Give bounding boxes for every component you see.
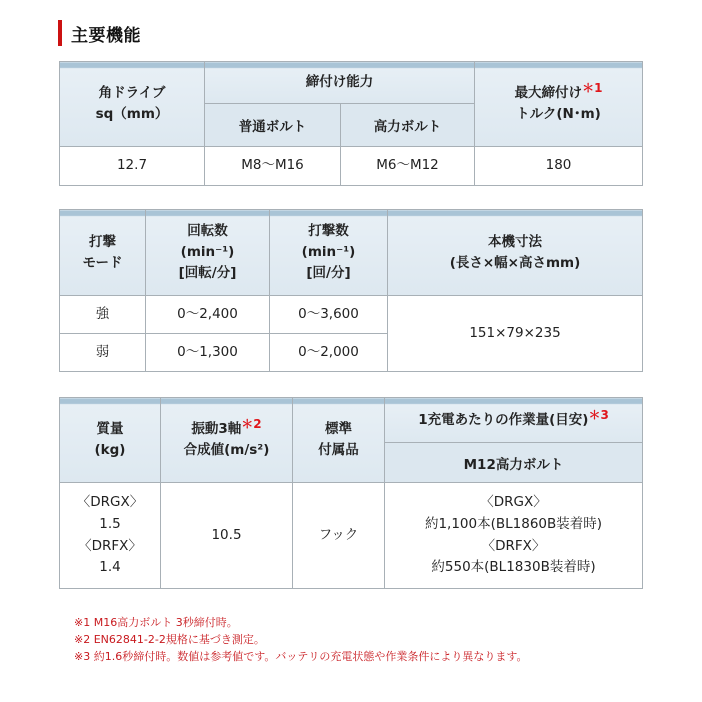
cell-mode: 強	[60, 296, 146, 334]
capacity-table	[59, 61, 643, 186]
note-marker-1: ＊1	[582, 81, 603, 96]
cell-torque: 180	[475, 147, 643, 186]
footnote: ※1 M16高力ボルト 3秒締付時。	[74, 616, 238, 629]
header-accessory: 標準 付属品	[293, 398, 385, 483]
section-title: 主要機能	[71, 25, 141, 46]
cell-mode: 弱	[60, 334, 146, 372]
header-mass: 質量 (kg)	[60, 398, 161, 483]
table-row	[60, 296, 643, 334]
cell-mass: 〈DRGX〉 1.5 〈DRFX〉 1.4	[60, 483, 161, 589]
header-vibration: 振動3軸＊2 合成値(m/s²)	[161, 398, 293, 483]
note-marker-3: ＊3	[588, 407, 609, 422]
cell-rpm: 0～2,400	[146, 296, 270, 334]
cell-accessory: フック	[293, 483, 385, 589]
header-normal-bolt: 普通ボルト	[205, 104, 341, 147]
header-ipm: 打撃数 (min⁻¹) [回/分]	[270, 210, 388, 296]
cell-vibration: 10.5	[161, 483, 293, 589]
mass-workload-table	[59, 397, 643, 589]
cell-dimensions: 151×79×235	[388, 296, 643, 372]
header-dimensions: 本機寸法 (長さ×幅×高さmm)	[388, 210, 643, 296]
header-drive: 角ドライブ sq（mm）	[60, 62, 205, 147]
header-high-bolt: 高力ボルト	[341, 104, 475, 147]
cell-ipm: 0～2,000	[270, 334, 388, 372]
heading-accent-bar	[58, 20, 62, 46]
section-heading	[58, 20, 141, 46]
cell-rpm: 0～1,300	[146, 334, 270, 372]
footnotes	[74, 614, 527, 665]
header-workload: 1充電あたりの作業量(目安)＊3	[385, 398, 643, 443]
cell-normal-bolt: M8～M16	[205, 147, 341, 186]
cell-high-bolt: M6～M12	[341, 147, 475, 186]
header-rpm: 回転数 (min⁻¹) [回転/分]	[146, 210, 270, 296]
mode-table	[59, 209, 643, 372]
footnote: ※2 EN62841-2-2規格に基づき測定。	[74, 633, 265, 646]
header-workload-sub: M12高力ボルト	[385, 443, 643, 483]
header-torque: 最大締付け＊1 トルク(N･m)	[475, 62, 643, 147]
cell-drive: 12.7	[60, 147, 205, 186]
header-mode: 打撃 モード	[60, 210, 146, 296]
footnote: ※3 約1.6秒締付時。数値は参考値です。バッテリの充電状態や作業条件により異なります。	[74, 650, 528, 663]
cell-ipm: 0～3,600	[270, 296, 388, 334]
note-marker-2: ＊2	[241, 417, 262, 432]
cell-workload: 〈DRGX〉 約1,100本(BL1860B装着時) 〈DRFX〉 約550本(BL1830B装着時)	[385, 483, 643, 589]
header-capacity: 締付け能力	[205, 62, 475, 104]
